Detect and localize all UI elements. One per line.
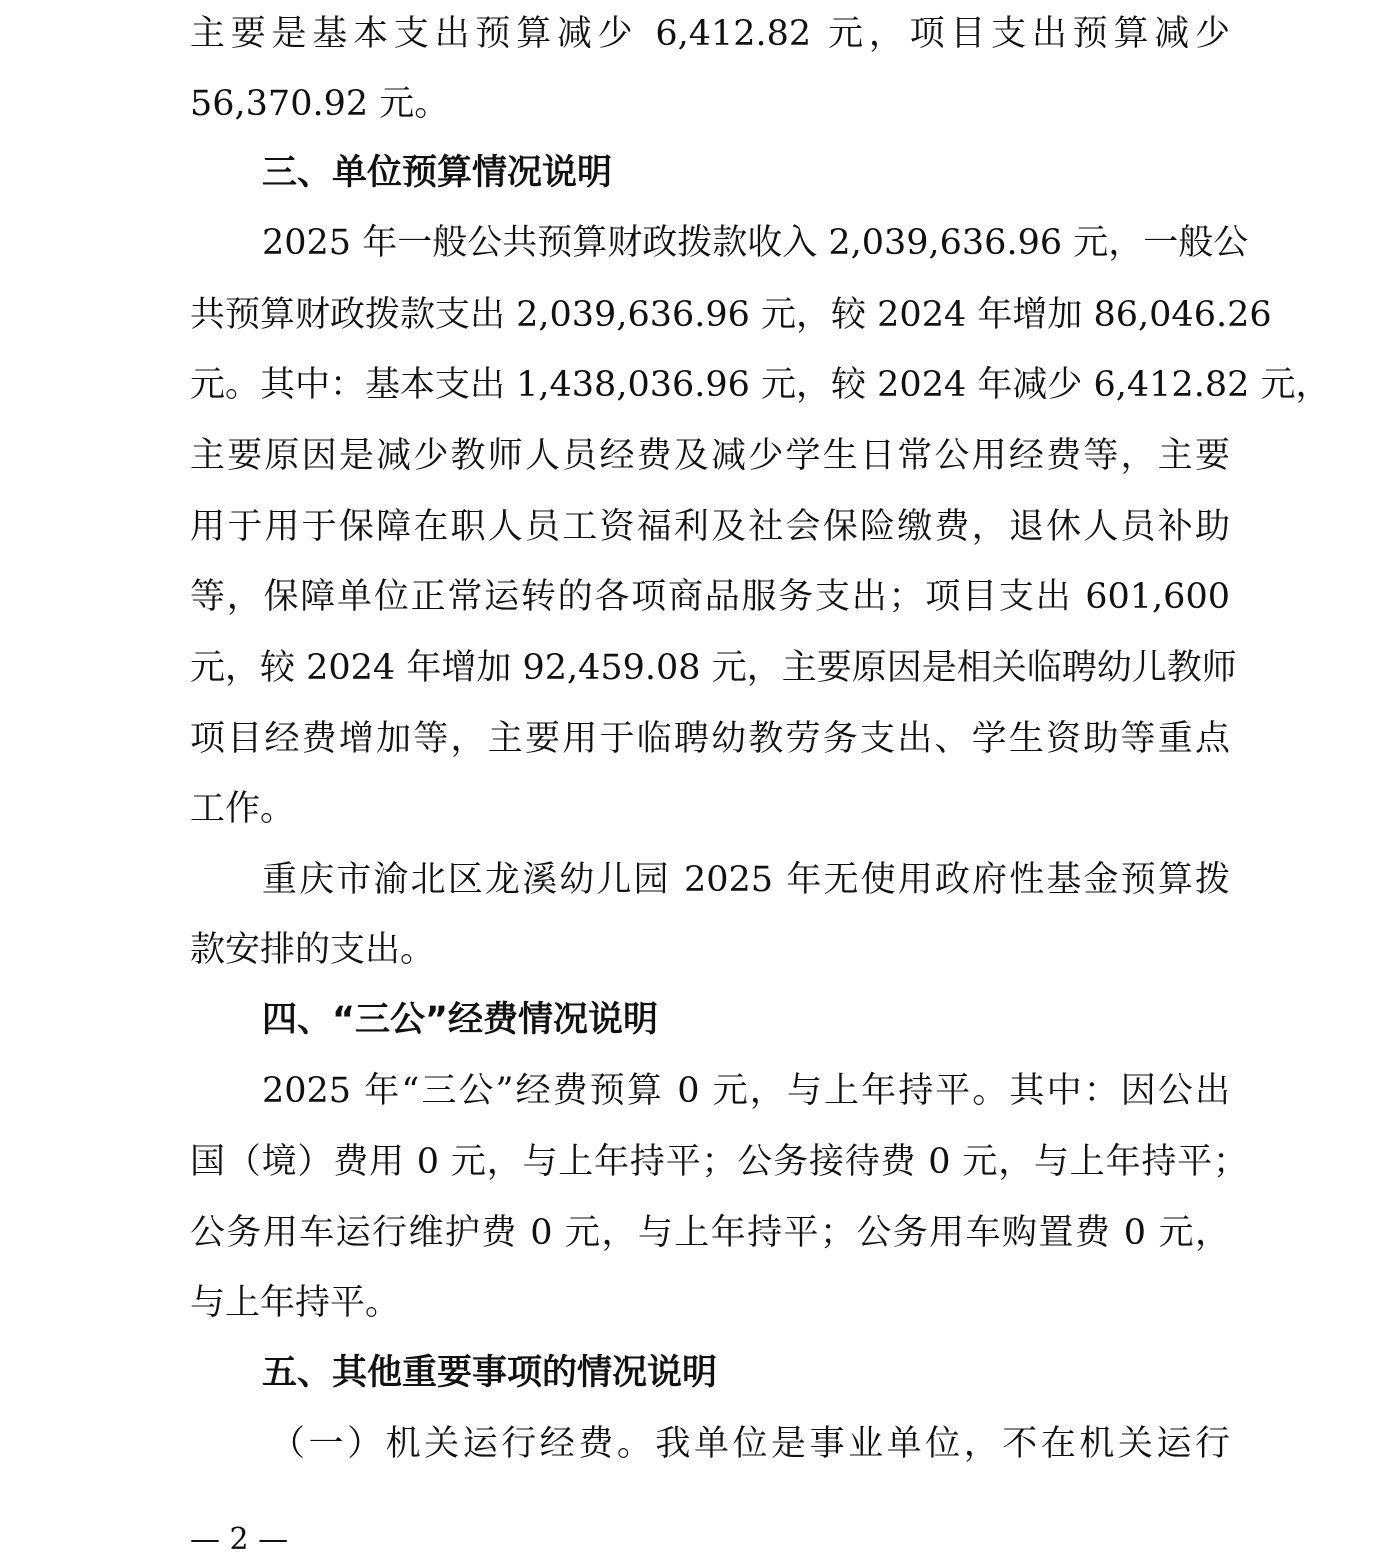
body-line: 重庆市渝北区龙溪幼儿园 2025 年无使用政府性基金预算拨: [262, 860, 1230, 900]
body-line: 款安排的支出。: [190, 930, 436, 970]
body-line: 2025 年“三公”经费预算 0 元，与上年持平。其中：因公出: [262, 1071, 1230, 1111]
body-line: 公务用车运行维护费 0 元，与上年持平；公务用车购置费 0 元，: [190, 1213, 1230, 1253]
body-line: 主要原因是减少教师人员经费及减少学生日常公用经费等，主要: [190, 436, 1230, 476]
section-heading-4: 四、“三公”经费情况说明: [262, 1000, 659, 1040]
body-line: 2025 年一般公共预算财政拨款收入 2,039,636.96 元，一般公: [262, 223, 1249, 263]
body-line: 56,370.92 元。: [190, 84, 450, 124]
body-line: 元，较 2024 年增加 92,459.08 元，主要原因是相关临聘幼儿教师: [190, 648, 1237, 688]
page-number: — 2 —: [190, 1522, 289, 1557]
body-line: 等，保障单位正常运转的各项商品服务支出；项目支出 601,600: [190, 577, 1230, 617]
body-line: 与上年持平。: [190, 1283, 401, 1323]
body-line: 国（境）费用 0 元，与上年持平；公务接待费 0 元，与上年持平；: [190, 1142, 1248, 1182]
body-line: 主要是基本支出预算减少 6,412.82 元，项目支出预算减少: [190, 14, 1230, 54]
section-heading-5: 五、其他重要事项的情况说明: [262, 1353, 718, 1393]
body-line: 元。其中：基本支出 1,438,036.96 元，较 2024 年减少 6,412.82 元，: [190, 365, 1331, 405]
section-heading-3: 三、单位预算情况说明: [262, 153, 613, 193]
body-line: 用于用于保障在职人员工资福利及社会保险缴费，退休人员补助: [190, 507, 1230, 547]
body-line: （一）机关运行经费。我单位是事业单位，不在机关运行: [270, 1424, 1230, 1464]
body-line: 工作。: [190, 789, 296, 829]
body-line: 项目经费增加等，主要用于临聘幼教劳务支出、学生资助等重点: [190, 719, 1230, 759]
body-line: 共预算财政拨款支出 2,039,636.96 元，较 2024 年增加 86,046.26: [190, 295, 1272, 335]
